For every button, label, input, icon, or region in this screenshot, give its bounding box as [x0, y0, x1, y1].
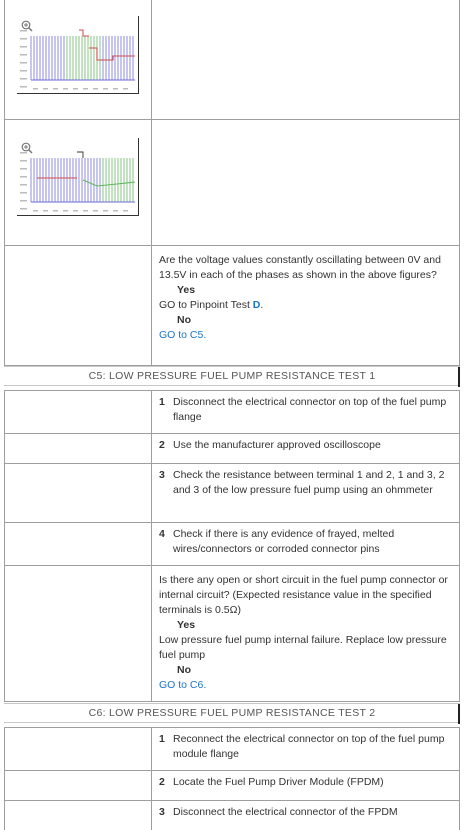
- step-text: Check the resistance between terminal 1 and 2, 1 and 3, 2 and 3 of the low pressure fuel pump using an ohmmeter: [173, 469, 445, 496]
- figure-empty-cell-1: [152, 0, 460, 120]
- step-item: [159, 527, 451, 557]
- step-item: [159, 732, 451, 762]
- step-empty-cell: [4, 523, 152, 566]
- step-text: Disconnect the electrical connector on top of the fuel pump flange: [173, 396, 447, 423]
- figure-cell-1: [4, 0, 152, 120]
- step-cell: [152, 464, 460, 523]
- step-empty-cell: [4, 801, 152, 830]
- step-number: 1: [159, 733, 165, 745]
- c6-step-row-3: [4, 801, 460, 830]
- c5-section-header: [4, 366, 460, 386]
- c5-question-row: [4, 566, 460, 702]
- step-number: 4: [159, 528, 165, 540]
- step-item: [159, 438, 451, 453]
- zoom-in-icon[interactable]: [21, 142, 33, 154]
- figure-row-1: [4, 0, 460, 120]
- c6-title: C6: LOW PRESSURE FUEL PUMP RESISTANCE TEST 2: [88, 707, 376, 719]
- c5-step-row-1: [4, 390, 460, 434]
- step-number: 2: [159, 439, 165, 451]
- step-empty-cell: [4, 390, 152, 434]
- c6-section-header: [4, 703, 460, 723]
- step-number: 3: [159, 806, 165, 818]
- question-row-1: [4, 246, 460, 366]
- question-empty-cell-1: [4, 246, 152, 366]
- yes-action: [159, 298, 451, 313]
- figure-cell-2: [4, 120, 152, 246]
- step-item: [159, 775, 451, 790]
- step-text: Disconnect the electrical connector of the FPDM: [173, 806, 398, 818]
- no-label: No: [177, 664, 191, 676]
- go-to-c5-link[interactable]: GO to C5.: [159, 329, 207, 341]
- c5-step-row-2: [4, 434, 460, 464]
- yes-label: Yes: [177, 619, 196, 631]
- c5-question-cell: [152, 566, 460, 702]
- pinpoint-test-d-link[interactable]: D: [252, 299, 261, 311]
- c5-yes-action: Low pressure fuel pump internal failure. Replace low pressure fuel pump: [159, 634, 447, 661]
- step-cell: [152, 801, 460, 830]
- no-label: No: [177, 314, 191, 326]
- step-empty-cell: [4, 434, 152, 464]
- step-item: [159, 805, 451, 820]
- oscilloscope-figure-1[interactable]: [17, 16, 139, 94]
- oscilloscope-figure-2[interactable]: [17, 138, 139, 216]
- header-edge-rule: [458, 367, 460, 387]
- go-to-c6-link[interactable]: GO to C6.: [159, 679, 207, 691]
- c5-step-row-3: [4, 464, 460, 523]
- question-empty-cell: [4, 566, 152, 702]
- step-text: Reconnect the electrical connector on top of the fuel pump module flange: [173, 733, 445, 760]
- question-cell-1: [152, 246, 460, 366]
- step-cell: [152, 434, 460, 464]
- step-number: 1: [159, 396, 165, 408]
- yes-action-suffix: .: [260, 299, 264, 311]
- zoom-in-icon[interactable]: [21, 20, 33, 32]
- step-cell: [152, 727, 460, 771]
- step-item: [159, 395, 451, 425]
- step-number: 3: [159, 469, 165, 481]
- header-edge-rule: [458, 704, 460, 724]
- yes-action-prefix: GO to Pinpoint Test: [159, 299, 253, 311]
- step-empty-cell: [4, 727, 152, 771]
- step-cell: [152, 523, 460, 566]
- step-cell: [152, 771, 460, 801]
- c5-title: C5: LOW PRESSURE FUEL PUMP RESISTANCE TEST 1: [88, 370, 376, 382]
- step-text: Locate the Fuel Pump Driver Module (FPDM): [173, 776, 384, 788]
- step-empty-cell: [4, 771, 152, 801]
- yes-label: Yes: [177, 284, 196, 296]
- step-text: Check if there is any evidence of frayed, melted wires/connectors or corroded connector pins: [173, 528, 395, 555]
- figure-row-2: [4, 120, 460, 246]
- c6-step-row-1: [4, 727, 460, 771]
- step-text: Use the manufacturer approved oscilloscope: [173, 439, 381, 451]
- c6-step-row-2: [4, 771, 460, 801]
- c5-question-text: Is there any open or short circuit in the fuel pump connector or internal circuit? (Expected resistance value in the specified terminals is 0.5Ω): [159, 574, 448, 616]
- c5-step-row-4: [4, 523, 460, 566]
- step-cell: [152, 390, 460, 434]
- question-text: Are the voltage values constantly oscillating between 0V and 13.5V in each of the phases as shown in the above figures?: [159, 254, 441, 281]
- step-number: 2: [159, 776, 165, 788]
- step-item: [159, 468, 451, 498]
- figure-empty-cell-2: [152, 120, 460, 246]
- step-empty-cell: [4, 464, 152, 523]
